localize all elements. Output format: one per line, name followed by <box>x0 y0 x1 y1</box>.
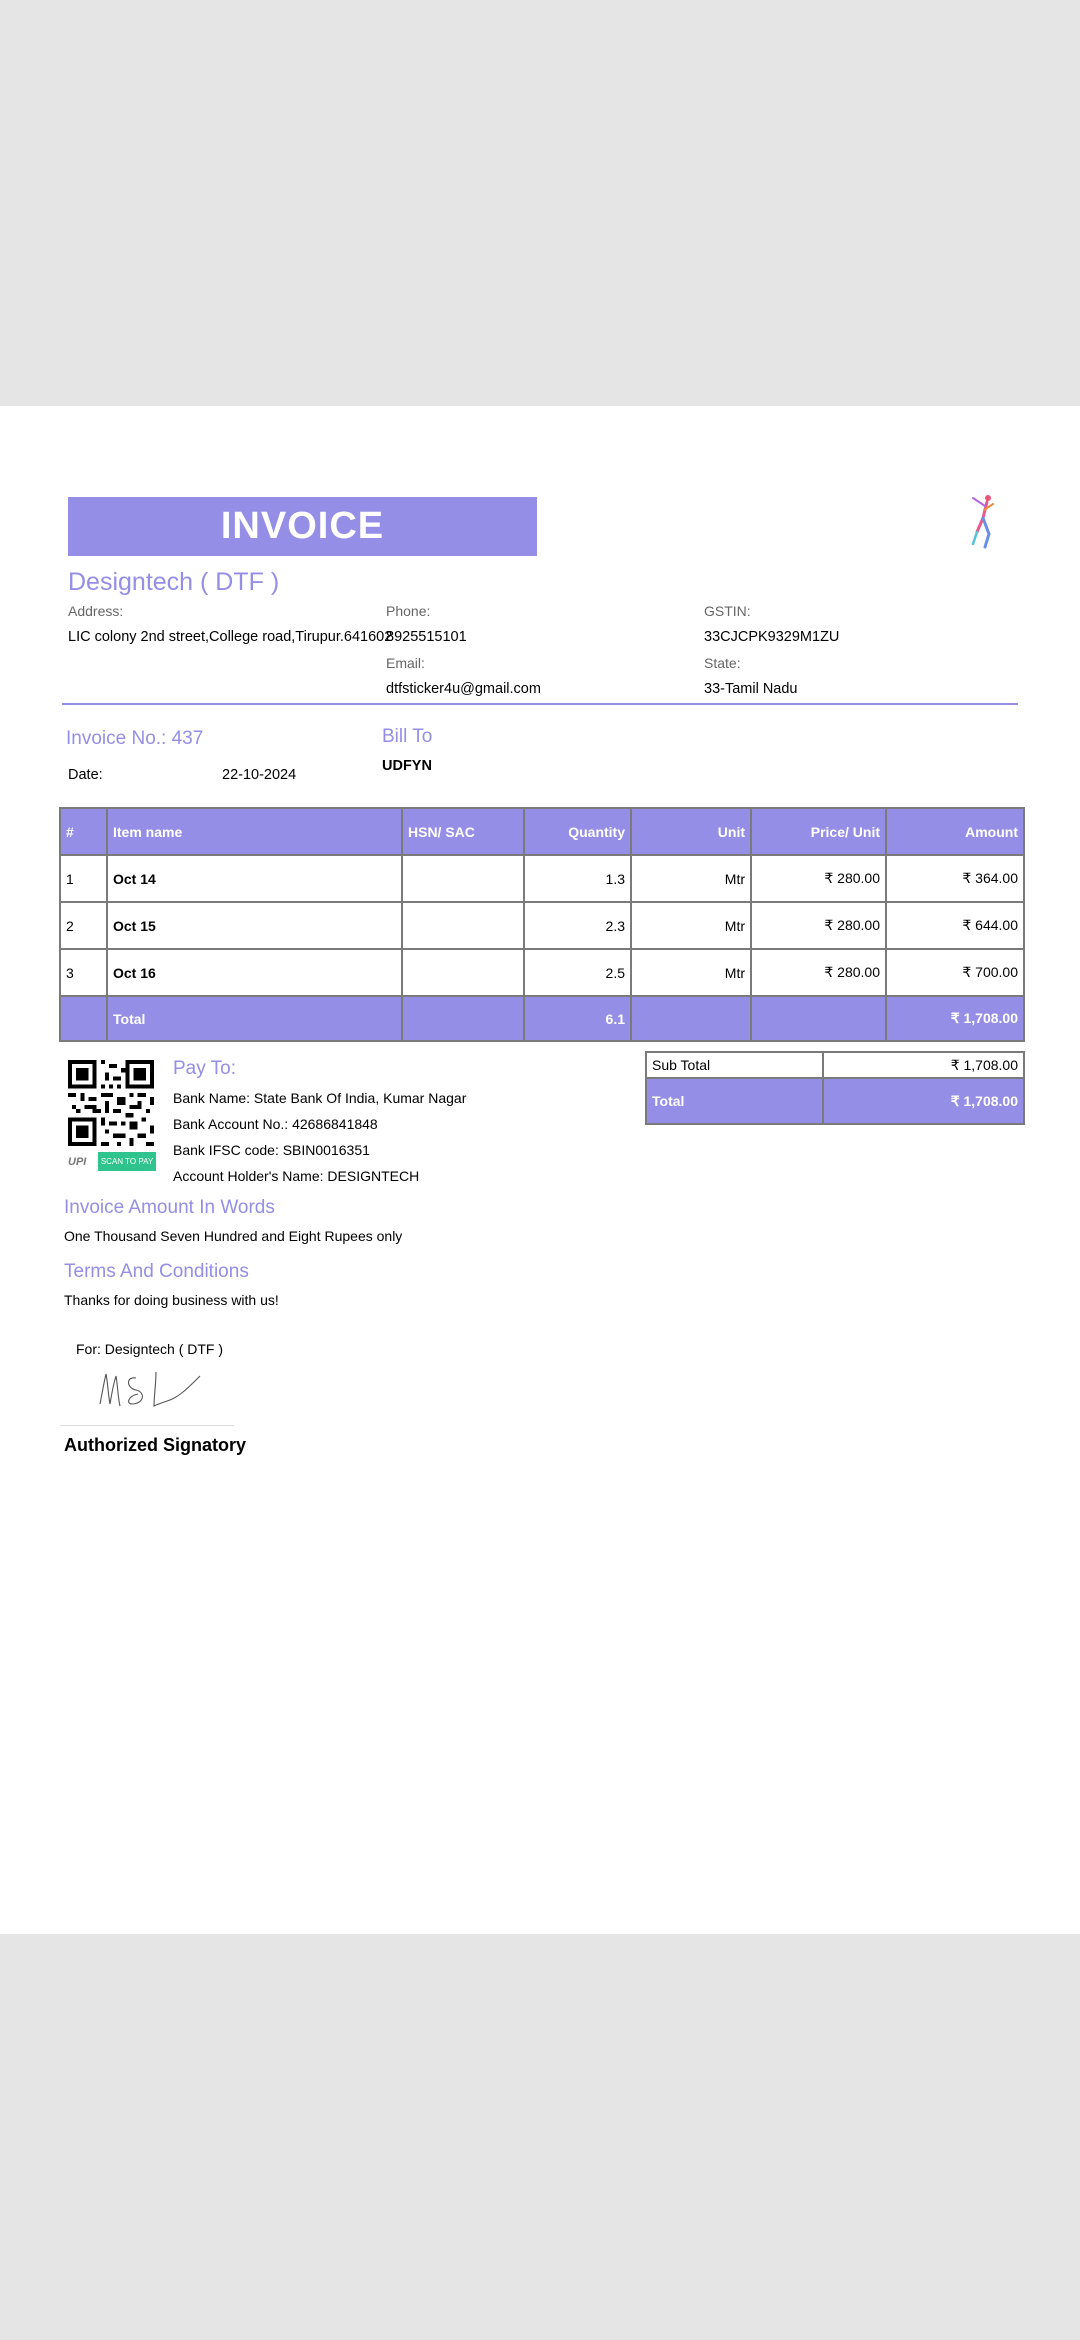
terms-text: Thanks for doing business with us! <box>64 1292 279 1308</box>
row-hsn <box>402 855 524 902</box>
row-amount: ₹ 700.00 <box>886 949 1024 996</box>
email-value: dtfsticker4u@gmail.com <box>386 681 541 697</box>
total-row-unit-blank <box>631 996 751 1041</box>
subtotal-row <box>646 1052 1024 1078</box>
row-unit: Mtr <box>631 855 751 902</box>
account-holder: Account Holder's Name: DESIGNTECH <box>173 1168 420 1184</box>
address-value: LIC colony 2nd street,College road,Tirupur.641602 <box>68 629 393 645</box>
company-name: Designtech ( DTF ) <box>68 568 280 596</box>
amount-in-words-text: One Thousand Seven Hundred and Eight Rupees only <box>64 1228 403 1244</box>
scan-to-pay-label: SCAN TO PAY <box>98 1152 156 1171</box>
row-price: ₹ 280.00 <box>751 855 886 902</box>
signature-for-text: For: Designtech ( DTF ) <box>76 1341 224 1357</box>
col-header-quantity: Quantity <box>524 808 631 855</box>
total-row-amount: ₹ 1,708.00 <box>886 996 1024 1041</box>
grand-total-value: ₹ 1,708.00 <box>823 1078 1024 1124</box>
state-value: 33-Tamil Nadu <box>704 681 798 697</box>
row-unit: Mtr <box>631 949 751 996</box>
phone-value: 8925515101 <box>386 629 467 645</box>
signature-image <box>96 1364 206 1416</box>
col-header-unit: Unit <box>631 808 751 855</box>
row-price: ₹ 280.00 <box>751 949 886 996</box>
invoice-title: INVOICE <box>68 497 537 556</box>
total-row-blank <box>60 996 107 1041</box>
total-row-quantity: 6.1 <box>524 996 631 1041</box>
summary-table <box>645 1051 1025 1125</box>
bank-account-number: Bank Account No.: 42686841848 <box>173 1116 378 1132</box>
bank-name: Bank Name: State Bank Of India, Kumar Nagar <box>173 1090 467 1106</box>
col-header-hsn: HSN/ SAC <box>402 808 524 855</box>
row-quantity: 2.5 <box>524 949 631 996</box>
row-unit: Mtr <box>631 902 751 949</box>
row-hsn <box>402 949 524 996</box>
amount-in-words-heading: Invoice Amount In Words <box>64 1197 275 1218</box>
row-item-name: Oct 15 <box>107 902 402 949</box>
subtotal-label: Sub Total <box>646 1052 823 1078</box>
total-row-label: Total <box>107 996 402 1041</box>
col-header-item-name: Item name <box>107 808 402 855</box>
total-row-hsn-blank <box>402 996 524 1041</box>
row-number: 2 <box>60 902 107 949</box>
row-amount: ₹ 364.00 <box>886 855 1024 902</box>
bank-ifsc: Bank IFSC code: SBIN0016351 <box>173 1142 370 1158</box>
invoice-page <box>0 406 1080 1934</box>
row-number: 3 <box>60 949 107 996</box>
row-amount: ₹ 644.00 <box>886 902 1024 949</box>
company-logo-icon <box>963 492 999 550</box>
pay-to-heading: Pay To: <box>173 1058 237 1079</box>
gstin-value: 33CJCPK9329M1ZU <box>704 629 840 645</box>
qr-code-icon <box>68 1060 154 1146</box>
invoice-number: Invoice No.: 437 <box>66 728 204 749</box>
authorized-signatory-label: Authorized Signatory <box>64 1435 247 1455</box>
table-row <box>60 855 1024 902</box>
date-value: 22-10-2024 <box>222 767 297 783</box>
row-item-name: Oct 14 <box>107 855 402 902</box>
terms-heading: Terms And Conditions <box>64 1261 249 1282</box>
phone-label: Phone: <box>386 603 431 619</box>
row-number: 1 <box>60 855 107 902</box>
upi-scan-badge <box>68 1152 156 1171</box>
table-row <box>60 902 1024 949</box>
col-header-price: Price/ Unit <box>751 808 886 855</box>
gstin-label: GSTIN: <box>704 603 751 619</box>
items-table <box>59 807 1025 1042</box>
table-total-row <box>60 996 1024 1041</box>
bill-to-value: UDFYN <box>382 758 432 774</box>
row-item-name: Oct 16 <box>107 949 402 996</box>
address-label: Address: <box>68 603 124 619</box>
grand-total-label: Total <box>646 1078 823 1124</box>
col-header-amount: Amount <box>886 808 1024 855</box>
grand-total-row <box>646 1078 1024 1124</box>
upi-logo-icon: UPI <box>68 1155 87 1168</box>
header-divider <box>62 703 1018 705</box>
table-header-row <box>60 808 1024 855</box>
table-row <box>60 949 1024 996</box>
signature-line <box>60 1425 234 1426</box>
row-hsn <box>402 902 524 949</box>
total-row-price-blank <box>751 996 886 1041</box>
row-quantity: 2.3 <box>524 902 631 949</box>
bill-to-label: Bill To <box>382 726 433 747</box>
subtotal-value: ₹ 1,708.00 <box>823 1052 1024 1078</box>
row-quantity: 1.3 <box>524 855 631 902</box>
state-label: State: <box>704 655 741 671</box>
col-header-number: # <box>60 808 107 855</box>
email-label: Email: <box>386 655 425 671</box>
date-label: Date: <box>68 767 103 783</box>
row-price: ₹ 280.00 <box>751 902 886 949</box>
